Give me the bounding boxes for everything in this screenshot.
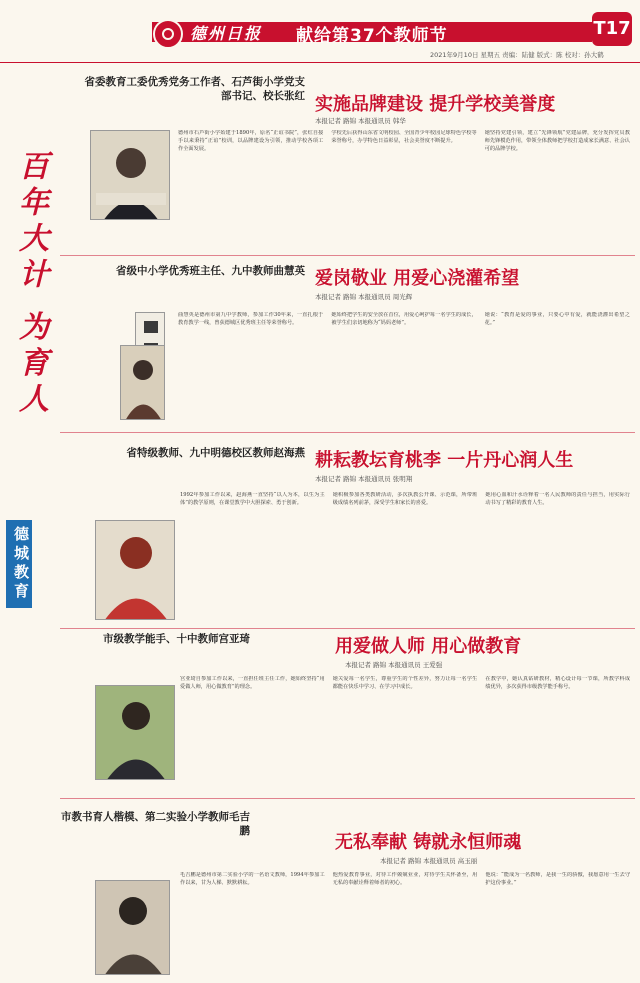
portrait-photo (90, 130, 170, 220)
story-body (180, 872, 630, 977)
section-divider (60, 432, 635, 433)
page-number: T17 (592, 12, 632, 46)
portrait-photo (95, 880, 170, 975)
story-kicker: 省委教育工委优秀党务工作者、石芦街小学党支部书记、校长张红 (84, 76, 305, 102)
story-paragraph: 在教学中，她认真钻研教材，精心设计每一节课，所教学科成绩优异，多次获得市级教学能手称号。 (485, 676, 631, 690)
story-body (180, 492, 630, 622)
story-paragraph: 毛吉鹏是德州市第二实验小学的一名语文教师，1994年参加工作以来，甘为人梯、默默耕耘。 (180, 872, 325, 886)
sidebar-slogan: 百年大计 为育人 (13, 150, 48, 419)
page-theme: 献给第37个教师节 (296, 26, 448, 46)
section-divider (60, 628, 635, 629)
story-byline: 本报记者 路锦 本报通讯员 韩华 (315, 117, 406, 125)
story-headline: 实施品牌建设 提升学校美誉度 (315, 94, 556, 115)
story-paragraph: 德州市石芦街小学始建于1890年，原名“正谊书院”，张红自接手以来秉持“正谊”校训，以品牌建设为引领，推动学校各项工作全面发展。 (178, 130, 324, 152)
story-paragraph: 他热爱教育事业，对待工作兢兢业业，对待学生关怀备至，用无私的奉献诠释着师者的初心。 (332, 872, 478, 886)
story-headline: 用爱做人师 用心做教育 (335, 636, 522, 657)
story-kicker: 省级中小学优秀班主任、九中教师曲慧英 (116, 265, 305, 277)
header-rule (0, 62, 640, 63)
story-body (178, 130, 630, 250)
story-paragraph: 他说：“能成为一名教师，是我一生的骄傲，我愿意用一生去守护这份事业。” (485, 872, 631, 886)
story-paragraph: 她积极参加各类教研活动，多次执教公开课、示范课，所带班级成绩名列前茅，深受学生和家长的喜爱。 (332, 492, 478, 506)
dateline: 2021年9月10日 星期五 责编：陆健 版式：陈 校对：孙大鹤 (430, 51, 604, 59)
section-divider (60, 798, 635, 799)
story-headline: 爱岗敬业 用爱心浇灌希望 (315, 268, 520, 289)
story-paragraph: 宫亚琦自参加工作以来，一直担任班主任工作，她始终坚持“用爱做人师，用心做教育”的理念。 (180, 676, 325, 690)
section-divider (60, 255, 635, 256)
story-paragraph: 她关爱每一名学生，尊重学生的个性差异，努力让每一名学生都能在快乐中学习、在学习中成长。 (332, 676, 478, 690)
story-paragraph: 她坚持党建引领，建立“先锋领航”党建品牌，充分发挥党员教师先锋模范作用，带领全体教师把学校打造成家长满意、社会认可的品牌学校。 (484, 130, 630, 152)
story-headline: 无私奉献 铸就永恒师魂 (335, 832, 522, 853)
story-kicker: 市级教学能手、十中教师宫亚琦 (103, 633, 250, 645)
story-byline: 本报记者 路锦 本报通讯员 高玉丽 (380, 857, 478, 865)
story-paragraph: 曲慧英是德州市第九中学教师，参加工作30年来，一直扎根于教育教学一线，曾获德城区优秀班主任等荣誉称号。 (178, 312, 324, 326)
story-paragraph: 她始终把学生的安全放在首位，用爱心呵护每一名学生的成长，被学生们亲切地称为“妈妈老师”。 (331, 312, 477, 326)
story-body (178, 312, 630, 422)
story-paragraph: 学校先后获得山东省文明校园、全国青少年校园足球特色学校等荣誉称号，办学特色日益彰显，社会美誉度不断提升。 (331, 130, 477, 144)
story-kicker: 省特级教师、九中明德校区教师赵海燕 (126, 447, 305, 459)
story-byline: 本报记者 路锦 本报通讯员 王爱强 (345, 661, 443, 669)
story-body (180, 676, 630, 796)
story-byline: 本报记者 路锦 本报通讯员 周光辉 (315, 293, 413, 301)
story-paragraph: 她用心血和汗水诠释着一名人民教师的责任与担当，用实际行动书写了精彩的教育人生。 (485, 492, 631, 506)
story-headline: 耕耘教坛育桃李 一片丹心润人生 (315, 450, 574, 471)
masthead (0, 0, 640, 52)
portrait-photo (120, 345, 165, 420)
story-paragraph: 1992年参加工作以来，赵海燕一直坚持“以人为本，以生为主体”的教学原则，在课堂教学中大胆探索、勇于创新。 (180, 492, 325, 506)
portrait-photo (95, 520, 175, 620)
column-tag: 德城教育 (6, 520, 32, 608)
story-byline: 本报记者 路锦 本报通讯员 张明翔 (315, 475, 413, 483)
story-paragraph: 她说：“教育是爱的事业，只要心中有爱，就能浇灌出希望之花。” (484, 312, 630, 326)
newspaper-brand: 德州日报 (190, 24, 263, 43)
newspaper-emblem-icon (153, 19, 183, 49)
story-kicker: 市教书育人楷模、第二实验小学教师毛吉鹏 (61, 811, 250, 837)
portrait-photo (95, 685, 175, 780)
